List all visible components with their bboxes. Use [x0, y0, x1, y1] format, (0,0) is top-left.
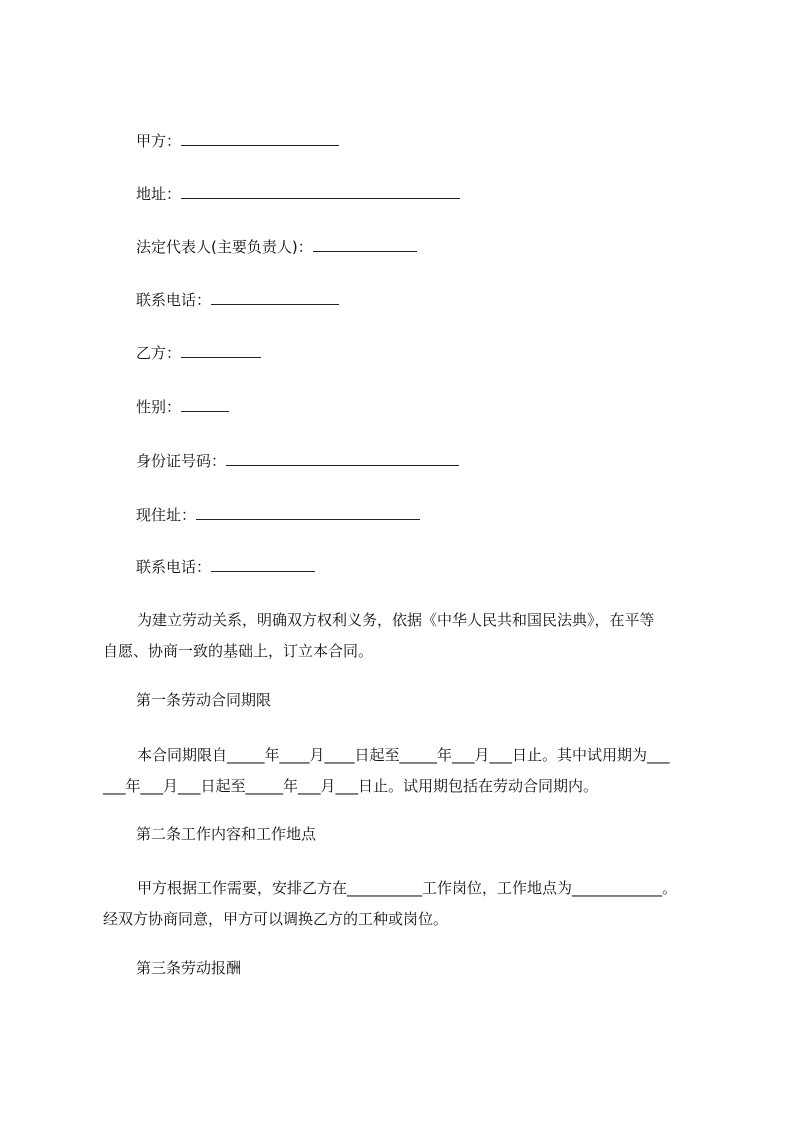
field-label: 现住址：: [136, 506, 197, 524]
field-label: 乙方：: [136, 344, 182, 362]
field-label: 甲方：: [136, 132, 182, 150]
field-label: 法定代表人(主要负责人)：: [136, 238, 313, 256]
blank-line: [181, 184, 460, 199]
blank-line: [181, 131, 339, 146]
id-number-field: [136, 451, 459, 471]
field-label: 联系电话：: [136, 291, 212, 309]
preamble-line-2: 自愿、协商一致的基础上，订立本合同。: [103, 642, 374, 660]
blank-line: [196, 505, 420, 520]
article-2-paragraph: [103, 873, 703, 935]
field-label: 联系电话：: [136, 558, 212, 576]
article-2-line-1: 甲方根据工作需要，安排乙方在__________工作岗位，工作地点为____________。: [137, 879, 678, 897]
party-a-field: [136, 131, 339, 151]
article-1-line-2: ___年___月___日起至_____年___月___日止。试用期包括在劳动合同期内。: [103, 777, 599, 795]
party-a-phone-field: [136, 290, 339, 310]
blank-line: [226, 451, 459, 466]
article-1-line-1: 本合同期限自_____年____月____日起至_____年___月___日止。其中试用期为___: [137, 746, 670, 764]
preamble-line-1: 为建立劳动关系，明确双方权利义务，依据《中华人民共和国民法典》，在平等: [137, 611, 655, 629]
article-2-line-2: 经双方协商同意，甲方可以调换乙方的工种或岗位。: [103, 910, 449, 928]
blank-line: [211, 290, 339, 305]
preamble-paragraph: [103, 605, 703, 667]
blank-line: [211, 557, 315, 572]
article-2-title: 第二条工作内容和工作地点: [136, 825, 317, 843]
field-label: 地址：: [136, 185, 182, 203]
blank-line: [181, 397, 229, 412]
party-b-phone-field: [136, 557, 315, 577]
current-address-field: [136, 505, 420, 525]
blank-line: [313, 237, 417, 252]
field-label: 身份证号码：: [136, 452, 227, 470]
field-label: 性别：: [136, 398, 182, 416]
address-field: [136, 184, 460, 204]
legal-representative-field: [136, 237, 417, 257]
article-3-title: 第三条劳动报酬: [136, 959, 242, 977]
article-1-title: 第一条劳动合同期限: [136, 691, 272, 709]
gender-field: [136, 397, 229, 417]
party-b-field: [136, 343, 261, 363]
article-1-paragraph: [103, 740, 703, 802]
blank-line: [181, 343, 261, 358]
